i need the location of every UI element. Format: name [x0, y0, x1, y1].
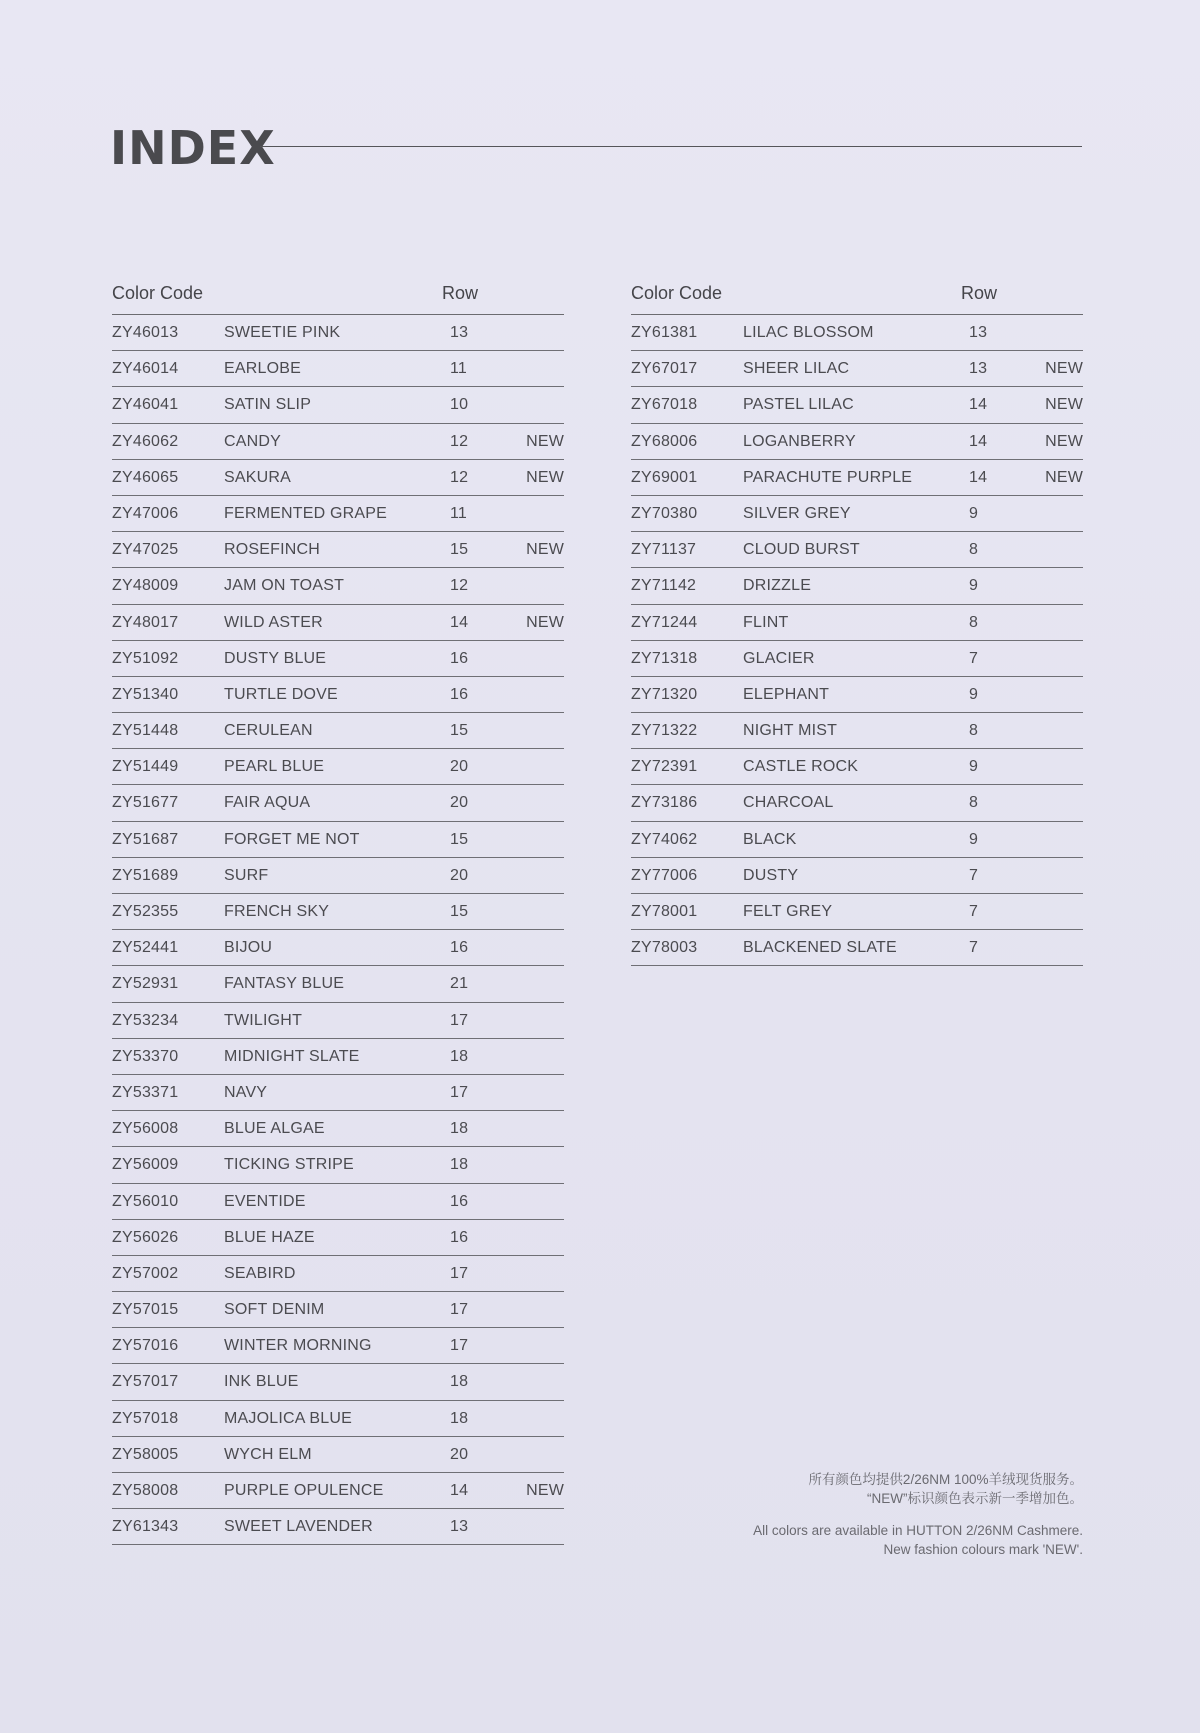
color-code: ZY77006	[631, 866, 698, 884]
table-row	[112, 1256, 564, 1292]
color-code: ZY56009	[112, 1156, 179, 1174]
table-row	[631, 532, 1083, 568]
table-row	[631, 387, 1083, 423]
color-code: ZY47025	[112, 541, 179, 559]
table-row	[112, 1220, 564, 1256]
color-name: SHEER LILAC	[743, 360, 850, 378]
table-row	[112, 315, 564, 351]
row-number: 16	[450, 939, 469, 957]
table-row	[112, 894, 564, 930]
new-badge: NEW	[1045, 396, 1083, 414]
table-row	[631, 605, 1083, 641]
color-code: ZY71322	[631, 722, 698, 740]
color-code: ZY61381	[631, 324, 698, 341]
note-en-line1: All colors are available in HUTTON 2/26NM Cashmere.	[753, 1523, 1083, 1538]
color-name: EVENTIDE	[224, 1192, 306, 1210]
row-number: 13	[450, 324, 469, 341]
row-number: 9	[969, 830, 979, 848]
color-code: ZY58005	[112, 1445, 179, 1463]
row-number: 9	[969, 577, 979, 595]
new-badge: NEW	[1045, 468, 1083, 486]
table-row	[112, 1111, 564, 1147]
color-name: SATIN SLIP	[224, 396, 312, 414]
color-code: ZY51687	[112, 830, 179, 848]
row-number: 18	[450, 1156, 469, 1174]
table-row	[112, 822, 564, 858]
color-code: ZY52931	[112, 975, 179, 993]
color-code: ZY71320	[631, 685, 698, 703]
table-row	[112, 1437, 564, 1473]
color-name: CANDY	[224, 432, 282, 450]
row-number: 17	[450, 1083, 469, 1101]
color-code: ZY57015	[112, 1301, 179, 1319]
row-number: 7	[969, 903, 979, 920]
color-code: ZY57002	[112, 1264, 179, 1282]
row-number: 14	[450, 1482, 469, 1499]
row-number: 14	[969, 432, 988, 450]
new-badge: NEW	[526, 613, 564, 631]
color-name: GLACIER	[743, 649, 815, 667]
title-rule	[260, 146, 1082, 147]
header-color-code: Color Code	[631, 283, 723, 303]
row-number: 13	[450, 1518, 469, 1536]
color-code: ZY51677	[112, 794, 179, 812]
color-name: BIJOU	[224, 939, 273, 957]
color-name: WILD ASTER	[224, 613, 323, 631]
table-row	[631, 785, 1083, 821]
color-code: ZY78003	[631, 939, 698, 957]
row-number: 11	[450, 360, 468, 378]
color-code: ZY56026	[112, 1228, 179, 1246]
color-name: WINTER MORNING	[224, 1337, 372, 1355]
color-code: ZY67017	[631, 360, 698, 378]
color-code: ZY51340	[112, 685, 179, 703]
color-name: CASTLE ROCK	[743, 758, 859, 776]
table-row	[112, 641, 564, 677]
color-name: TICKING STRIPE	[224, 1156, 354, 1174]
color-name: BLACKENED SLATE	[743, 939, 897, 957]
table-row	[112, 1401, 564, 1437]
row-number: 16	[450, 1228, 469, 1246]
color-name: FANTASY BLUE	[224, 975, 345, 993]
row-number: 13	[969, 324, 988, 341]
color-name: PARACHUTE PURPLE	[743, 468, 913, 486]
color-code: ZY53370	[112, 1047, 179, 1065]
color-name: NAVY	[224, 1083, 268, 1101]
color-name: INK BLUE	[224, 1373, 299, 1391]
color-code: ZY51689	[112, 866, 179, 884]
row-number: 20	[450, 1445, 469, 1463]
table-row	[631, 677, 1083, 713]
color-name: ELEPHANT	[743, 685, 830, 703]
color-code: ZY46062	[112, 432, 179, 450]
column-header	[631, 272, 1083, 315]
row-number: 18	[450, 1047, 469, 1065]
table-row	[112, 1147, 564, 1183]
index-column-right	[631, 272, 1083, 966]
new-badge: NEW	[1045, 360, 1083, 378]
row-number: 8	[969, 722, 979, 740]
color-code: ZY56008	[112, 1120, 179, 1138]
table-row	[112, 1184, 564, 1220]
table-row	[112, 424, 564, 460]
availability-notes	[753, 1470, 1083, 1559]
color-name: ROSEFINCH	[224, 541, 321, 559]
table-row	[112, 387, 564, 423]
row-number: 7	[969, 939, 979, 957]
color-name: TWILIGHT	[224, 1011, 303, 1029]
row-number: 17	[450, 1301, 469, 1319]
color-name: PASTEL LILAC	[743, 396, 854, 414]
color-name: EARLOBE	[224, 360, 301, 378]
table-row	[112, 1364, 564, 1400]
color-code: ZY71142	[631, 577, 697, 595]
new-badge: NEW	[526, 541, 564, 559]
color-name: PURPLE OPULENCE	[224, 1482, 384, 1499]
color-name: LILAC BLOSSOM	[743, 324, 874, 341]
color-code: ZY68006	[631, 432, 698, 450]
row-number: 17	[450, 1264, 469, 1282]
row-number: 8	[969, 541, 979, 559]
color-code: ZY51448	[112, 722, 179, 740]
row-number: 9	[969, 685, 979, 703]
row-number: 12	[450, 432, 469, 450]
color-code: ZY74062	[631, 830, 698, 848]
row-number: 14	[969, 468, 988, 486]
table-row	[631, 822, 1083, 858]
color-name: SURF	[224, 866, 269, 884]
table-row	[112, 677, 564, 713]
color-name: CHARCOAL	[743, 794, 834, 812]
table-row	[631, 894, 1083, 930]
row-number: 15	[450, 541, 469, 559]
row-number: 9	[969, 758, 979, 776]
color-code: ZY52355	[112, 903, 179, 920]
row-number: 15	[450, 830, 469, 848]
color-name: CLOUD BURST	[743, 541, 860, 559]
row-number: 12	[450, 577, 469, 595]
color-code: ZY57018	[112, 1409, 179, 1427]
color-code: ZY46065	[112, 468, 179, 486]
color-code: ZY71244	[631, 613, 698, 631]
color-name: DUSTY	[743, 866, 799, 884]
color-name: BLACK	[743, 830, 797, 848]
page-title: INDEX	[110, 121, 276, 175]
new-badge: NEW	[1045, 432, 1083, 450]
color-code: ZY58008	[112, 1482, 179, 1499]
table-row	[112, 351, 564, 387]
table-row	[112, 460, 564, 496]
table-row	[112, 713, 564, 749]
note-en-line2: New fashion colours mark 'NEW'.	[883, 1542, 1083, 1557]
header-row: Row	[442, 283, 479, 303]
note-zh-line2: “NEW”标识颜色表示新一季增加色。	[867, 1491, 1083, 1506]
color-code: ZY46013	[112, 324, 179, 341]
color-name: BLUE HAZE	[224, 1228, 315, 1246]
header-row: Row	[961, 283, 998, 303]
color-code: ZY71137	[631, 541, 697, 559]
new-badge: NEW	[526, 1482, 564, 1499]
color-name: NIGHT MIST	[743, 722, 838, 740]
color-name: FLINT	[743, 613, 789, 631]
row-number: 20	[450, 794, 469, 812]
color-name: FERMENTED GRAPE	[224, 504, 388, 522]
row-number: 15	[450, 722, 469, 740]
table-row	[112, 532, 564, 568]
table-row	[631, 930, 1083, 966]
color-code: ZY51092	[112, 649, 179, 667]
color-name: FORGET ME NOT	[224, 830, 360, 848]
new-badge: NEW	[526, 432, 564, 450]
row-number: 20	[450, 758, 469, 776]
row-number: 20	[450, 866, 469, 884]
table-row	[631, 351, 1083, 387]
table-row	[112, 496, 564, 532]
color-name: SWEET LAVENDER	[224, 1518, 373, 1536]
right-rows	[631, 315, 1083, 966]
color-name: SAKURA	[224, 468, 291, 486]
color-name: FRENCH SKY	[224, 903, 330, 920]
row-number: 16	[450, 649, 469, 667]
color-code: ZY70380	[631, 504, 698, 522]
row-number: 8	[969, 794, 979, 812]
row-number: 10	[450, 396, 469, 414]
color-name: FAIR AQUA	[224, 794, 311, 812]
color-name: MAJOLICA BLUE	[224, 1409, 352, 1427]
row-number: 14	[450, 613, 469, 631]
table-row	[631, 568, 1083, 604]
note-zh-line1: 所有颜色均提供2/26NM 100%羊绒现货服务。	[808, 1472, 1083, 1487]
color-code: ZY48009	[112, 577, 179, 595]
color-name: CERULEAN	[224, 722, 313, 740]
table-row	[631, 858, 1083, 894]
color-name: DUSTY BLUE	[224, 649, 327, 667]
color-name: SILVER GREY	[743, 504, 851, 522]
row-number: 18	[450, 1373, 469, 1391]
table-row	[112, 1075, 564, 1111]
color-code: ZY52441	[112, 939, 179, 957]
row-number: 16	[450, 685, 469, 703]
color-name: WYCH ELM	[224, 1445, 312, 1463]
color-code: ZY57017	[112, 1373, 179, 1391]
table-row	[112, 568, 564, 604]
table-row	[631, 496, 1083, 532]
table-row	[112, 1003, 564, 1039]
color-code: ZY71318	[631, 649, 698, 667]
table-row	[112, 1473, 564, 1509]
column-header	[112, 272, 564, 315]
row-number: 13	[969, 360, 988, 378]
row-number: 18	[450, 1120, 469, 1138]
table-row	[631, 315, 1083, 351]
row-number: 7	[969, 649, 979, 667]
table-row	[112, 1292, 564, 1328]
row-number: 7	[969, 866, 979, 884]
color-code: ZY57016	[112, 1337, 179, 1355]
row-number: 11	[450, 504, 468, 522]
color-code: ZY46041	[112, 396, 179, 414]
color-name: MIDNIGHT SLATE	[224, 1047, 360, 1065]
index-column-left	[112, 272, 564, 1545]
color-name: FELT GREY	[743, 903, 833, 920]
color-name: SWEETIE PINK	[224, 324, 341, 341]
color-name: TURTLE DOVE	[224, 685, 338, 703]
color-name: BLUE ALGAE	[224, 1120, 325, 1138]
color-code: ZY46014	[112, 360, 179, 378]
color-name: LOGANBERRY	[743, 432, 856, 450]
color-name: SOFT DENIM	[224, 1301, 325, 1319]
title-section	[110, 118, 1082, 178]
row-number: 16	[450, 1192, 469, 1210]
color-code: ZY51449	[112, 758, 179, 776]
table-row	[112, 749, 564, 785]
color-name: JAM ON TOAST	[224, 577, 345, 595]
row-number: 15	[450, 903, 469, 920]
row-number: 18	[450, 1409, 469, 1427]
row-number: 9	[969, 504, 979, 522]
table-row	[112, 930, 564, 966]
table-row	[112, 966, 564, 1002]
color-code: ZY78001	[631, 903, 698, 920]
row-number: 12	[450, 468, 469, 486]
row-number: 17	[450, 1337, 469, 1355]
new-badge: NEW	[526, 468, 564, 486]
color-code: ZY72391	[631, 758, 698, 776]
table-row	[112, 858, 564, 894]
table-row	[112, 785, 564, 821]
color-code: ZY53234	[112, 1011, 179, 1029]
left-rows	[112, 315, 564, 1545]
header-color-code: Color Code	[112, 283, 204, 303]
row-number: 17	[450, 1011, 469, 1029]
table-row	[112, 1328, 564, 1364]
table-row	[631, 749, 1083, 785]
table-row	[631, 641, 1083, 677]
color-code: ZY73186	[631, 794, 698, 812]
color-name: DRIZZLE	[743, 577, 812, 595]
color-code: ZY67018	[631, 396, 698, 414]
color-code: ZY47006	[112, 504, 179, 522]
color-code: ZY69001	[631, 468, 698, 486]
color-name: PEARL BLUE	[224, 758, 325, 776]
notes-chinese	[753, 1470, 1083, 1508]
color-code: ZY48017	[112, 613, 179, 631]
table-row	[112, 605, 564, 641]
table-row	[631, 424, 1083, 460]
row-number: 14	[969, 396, 988, 414]
table-row	[631, 713, 1083, 749]
row-number: 8	[969, 613, 979, 631]
table-row	[112, 1039, 564, 1075]
color-code: ZY56010	[112, 1192, 179, 1210]
color-name: SEABIRD	[224, 1264, 296, 1282]
row-number: 21	[450, 975, 469, 993]
table-row	[112, 1509, 564, 1545]
color-code: ZY61343	[112, 1518, 179, 1536]
table-row	[631, 460, 1083, 496]
color-code: ZY53371	[112, 1083, 179, 1101]
